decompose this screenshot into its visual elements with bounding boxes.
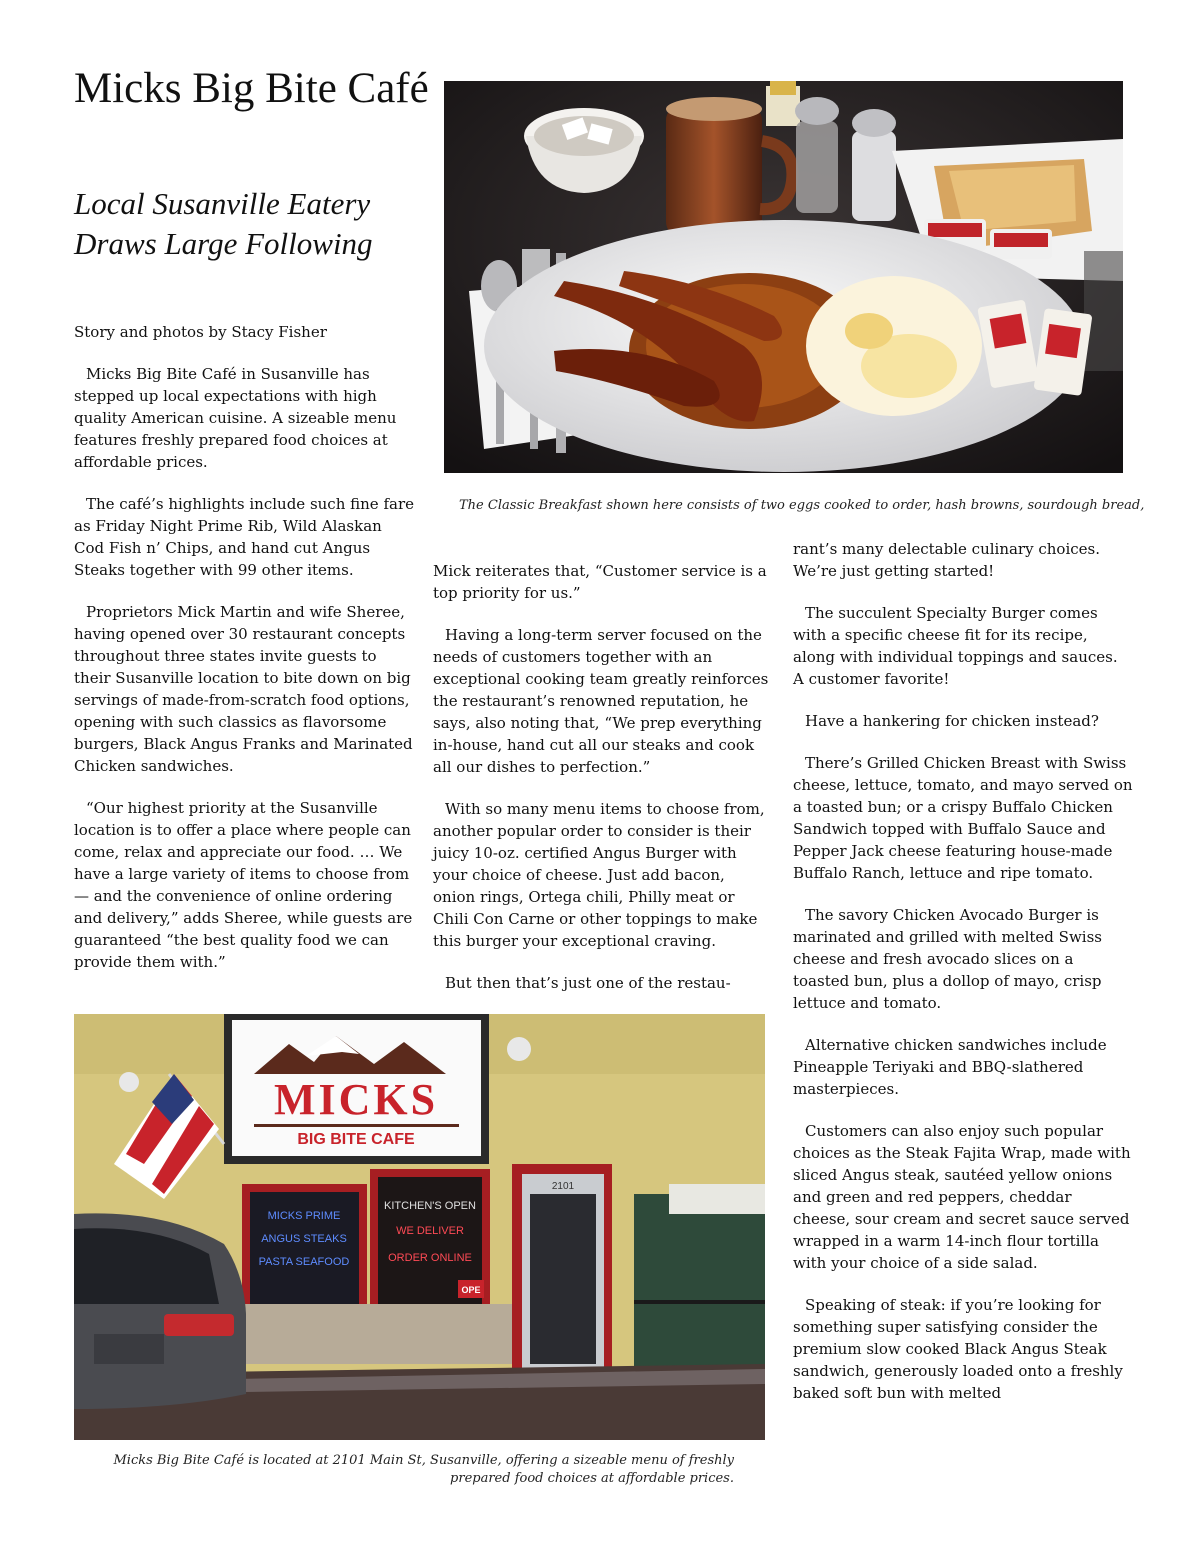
- sign-main-text: MICKS: [273, 1075, 439, 1124]
- door-number: 2101: [551, 1181, 575, 1192]
- article-subtitle: Local Susanville Eatery Draws Large Following: [74, 186, 373, 261]
- column-3: [793, 538, 1133, 1424]
- byline: Story and photos by Stacy Fisher: [74, 323, 327, 341]
- column-2: [433, 560, 771, 1014]
- paragraph: There’s Grilled Chicken Breast with Swiss cheese, lettuce, tomato, and mayo served on a toasted bun; or a crispy Buffalo Chicken Sandwich topped with Buffalo Sauce and Pepper Jack cheese featuring house-made Buffalo Ranch, lettuce and ripe tomato.: [793, 754, 1133, 882]
- breakfast-photo: [444, 81, 1123, 473]
- paragraph: Speaking of steak: if you’re looking for something super satisfying consider the premium slow cooked Black Angus Steak sandwich, generously loaded onto a freshly baked soft bun with melted: [793, 1296, 1123, 1402]
- window-right-line-3: ORDER ONLINE: [388, 1252, 472, 1264]
- open-sign: OPE: [461, 1285, 481, 1295]
- window-left-line-1: MICKS PRIME: [267, 1210, 341, 1222]
- breakfast-photo-caption: The Classic Breakfast shown here consists of two eggs cooked to order, hash browns, sourdough bread,: [459, 498, 1145, 513]
- paragraph: The café’s highlights include such fine fare as Friday Night Prime Rib, Wild Alaskan Cod Fish n’ Chips, and hand cut Angus Steaks together with 99 other items.: [74, 495, 414, 579]
- paragraph: Have a hankering for chicken instead?: [805, 712, 1099, 730]
- paragraph: rant’s many delectable culinary choices. We’re just getting started!: [793, 540, 1100, 580]
- paragraph: Proprietors Mick Martin and wife Sheree, having opened over 30 restaurant concepts throughout three states invite guests to their Susanville location to bite down on big servings of made-from-scratch food options, opening with such classics as flavorsome burgers, Black Angus Franks and Marinated Chicken sandwiches.: [74, 603, 413, 775]
- paragraph: The succulent Specialty Burger comes with a specific cheese fit for its recipe, along with individual toppings and sauces. A customer favorite!: [793, 604, 1118, 688]
- paragraph: Alternative chicken sandwiches include Pineapple Teriyaki and BBQ-slathered masterpieces.: [793, 1036, 1107, 1098]
- paragraph: Having a long-term server focused on the needs of customers together with an exceptional cooking team greatly reinforces the restaurant’s renowned reputation, he says, also noting that, “We prep everything in-house, hand cut all our steaks and cook all our dishes to perfection.”: [433, 626, 769, 776]
- breakfast-illustration: [444, 81, 1123, 473]
- cafe-photo-caption: Micks Big Bite Café is located at 2101 Main St, Susanville, offering a sizeable menu of freshly prepared food choices at affordable prices.: [113, 1453, 734, 1486]
- column-1: [74, 321, 414, 993]
- paragraph: But then that’s just one of the restau-: [445, 974, 731, 992]
- cafe-illustration: [74, 1014, 765, 1440]
- cafe-exterior-photo: [74, 1014, 765, 1440]
- paragraph: Mick reiterates that, “Customer service is a top priority for us.”: [433, 562, 767, 602]
- sign-sub-text: BIG BITE CAFE: [297, 1131, 415, 1148]
- paragraph: “Our highest priority at the Susanville location is to offer a place where people can come, relax and appreciate our food. … We have a large variety of items to choose from — and the convenience of online ordering and delivery,” adds Sheree, while guests are guaranteed “the best quality food we can provide them with.”: [74, 799, 413, 971]
- paragraph: Customers can also enjoy such popular choices as the Steak Fajita Wrap, made with sliced Angus steak, sautéed yellow onions and green and red peppers, cheddar cheese, sour cream and secret sauce served wrapped in a warm 14-inch flour tortilla with your choice of a side salad.: [793, 1122, 1131, 1272]
- article-title: Micks Big Bite Café: [74, 65, 429, 112]
- window-right-line-1: KITCHEN'S OPEN: [384, 1200, 476, 1212]
- window-left-line-2: ANGUS STEAKS: [261, 1233, 347, 1245]
- window-right-line-2: WE DELIVER: [396, 1225, 464, 1237]
- paragraph: Micks Big Bite Café in Susanville has stepped up local expectations with high quality American cuisine. A sizeable menu features freshly prepared food choices at affordable prices.: [74, 365, 397, 471]
- paragraph: The savory Chicken Avocado Burger is marinated and grilled with melted Swiss cheese and fresh avocado slices on a toasted bun, plus a dollop of mayo, crisp lettuce and tomato.: [793, 906, 1102, 1012]
- paragraph: With so many menu items to choose from, another popular order to consider is their juicy 10-oz. certified Angus Burger with your choice of cheese. Just add bacon, onion rings, Ortega chili, Philly meat or Chili Con Carne or other toppings to make this burger your exceptional craving.: [433, 800, 765, 950]
- window-left-line-3: PASTA SEAFOOD: [258, 1256, 350, 1268]
